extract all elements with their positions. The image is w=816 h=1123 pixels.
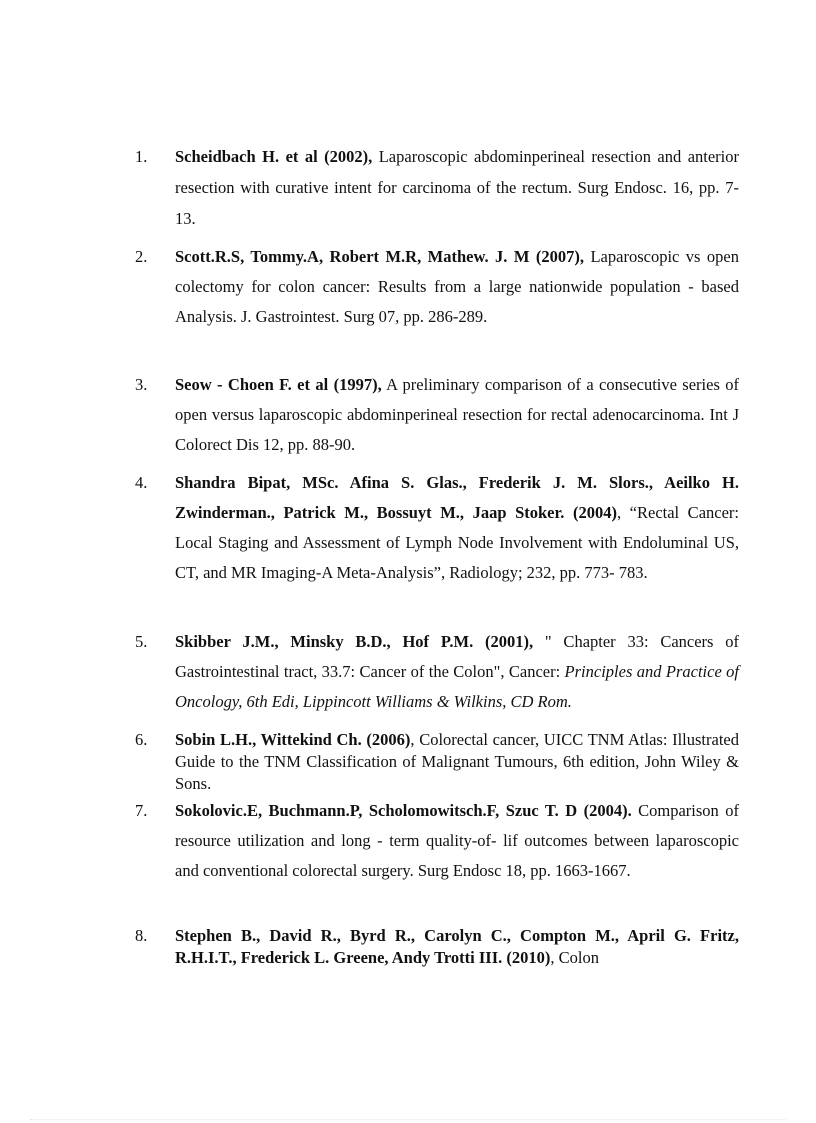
reference-item xyxy=(135,242,739,332)
reference-text: , Colon xyxy=(550,948,599,967)
reference-item xyxy=(135,729,739,795)
reference-body xyxy=(175,627,739,717)
reference-authors: Scott.R.S, Tommy.A, Robert M.R, Mathew. J. M (2007), xyxy=(175,247,585,266)
reference-text: , “Rectal Cancer: Local Staging and Assessment of Lymph Node Involvement with Endoluminal US, CT, and MR Imaging-A Meta-Analysis”, Radiology; 232, pp. 773- 783. xyxy=(175,503,739,582)
reference-number: 4. xyxy=(135,473,148,492)
reference-authors: Sobin L.H., Wittekind Ch. (2006) xyxy=(175,730,411,749)
reference-item xyxy=(135,925,739,969)
reference-body xyxy=(175,242,739,332)
reference-authors: Shandra Bipat, MSc. Afina S. Glas., Frederik J. M. Slors., Aeilko H. Zwinderman., Patrick M., Bossuyt M., Jaap Stoker. (2004) xyxy=(175,473,739,522)
reference-item xyxy=(135,370,739,460)
reference-number: 2. xyxy=(135,247,148,266)
reference-number: 1. xyxy=(135,147,148,166)
reference-number: 7. xyxy=(135,801,148,820)
reference-body xyxy=(175,468,739,588)
reference-text: A preliminary comparison of a consecutive series of open versus laparoscopic abdominperineal resection for rectal adenocarcinoma. Int J Colorect Dis 12, pp. 88-90. xyxy=(175,375,739,454)
reference-item xyxy=(135,141,739,234)
reference-authors: Seow - Choen F. et al (1997), xyxy=(175,375,382,394)
reference-item xyxy=(135,468,739,588)
reference-authors: Scheidbach H. et al (2002), xyxy=(175,147,373,166)
reference-body xyxy=(175,925,739,969)
reference-text: Comparison of resource utilization and long - term quality-of- lif outcomes between laparoscopic and conventional colorectal surgery. Surg Endosc 18, pp. 1663-1667. xyxy=(175,801,739,880)
reference-authors: Skibber J.M., Minsky B.D., Hof P.M. (2001), xyxy=(175,632,534,651)
reference-body xyxy=(175,141,739,234)
reference-body xyxy=(175,370,739,460)
reference-number: 6. xyxy=(135,730,148,749)
reference-body xyxy=(175,729,739,795)
reference-text: Laparoscopic vs open colectomy for colon cancer: Results from a large nationwide population - based Analysis. J. Gastrointest. Surg 07, pp. 286-289. xyxy=(175,247,739,326)
reference-item xyxy=(135,796,739,886)
reference-number: 8. xyxy=(135,926,148,945)
reference-text: Laparoscopic abdominperineal resection and anterior resection with curative intent for carcinoma of the rectum. Surg Endosc. 16, pp. 7-13. xyxy=(175,147,739,228)
page-bottom-divider xyxy=(30,1119,786,1120)
reference-number: 5. xyxy=(135,632,148,651)
reference-number: 3. xyxy=(135,375,148,394)
reference-body xyxy=(175,796,739,886)
reference-authors: Sokolovic.E, Buchmann.P, Scholomowitsch.F, Szuc T. D (2004). xyxy=(175,801,632,820)
reference-authors: Stephen B., David R., Byrd R., Carolyn C., Compton M., April G. Fritz, R.H.I.T., Frederick L. Greene, Andy Trotti III. (2010) xyxy=(175,926,739,967)
reference-text: , Colorectal cancer, UICC TNM Atlas: Illustrated Guide to the TNM Classification of Malignant Tumours, 6th edition, John Wiley & Sons. xyxy=(175,730,739,793)
reference-text: " Chapter 33: Cancers of Gastrointestinal tract, 33.7: Cancer of the Colon", Cancer: xyxy=(175,632,739,681)
reference-item xyxy=(135,627,739,717)
reference-journal: Principles and Practice of Oncology, 6th Edi, Lippincott Williams & Wilkins, CD Rom. xyxy=(175,662,739,711)
